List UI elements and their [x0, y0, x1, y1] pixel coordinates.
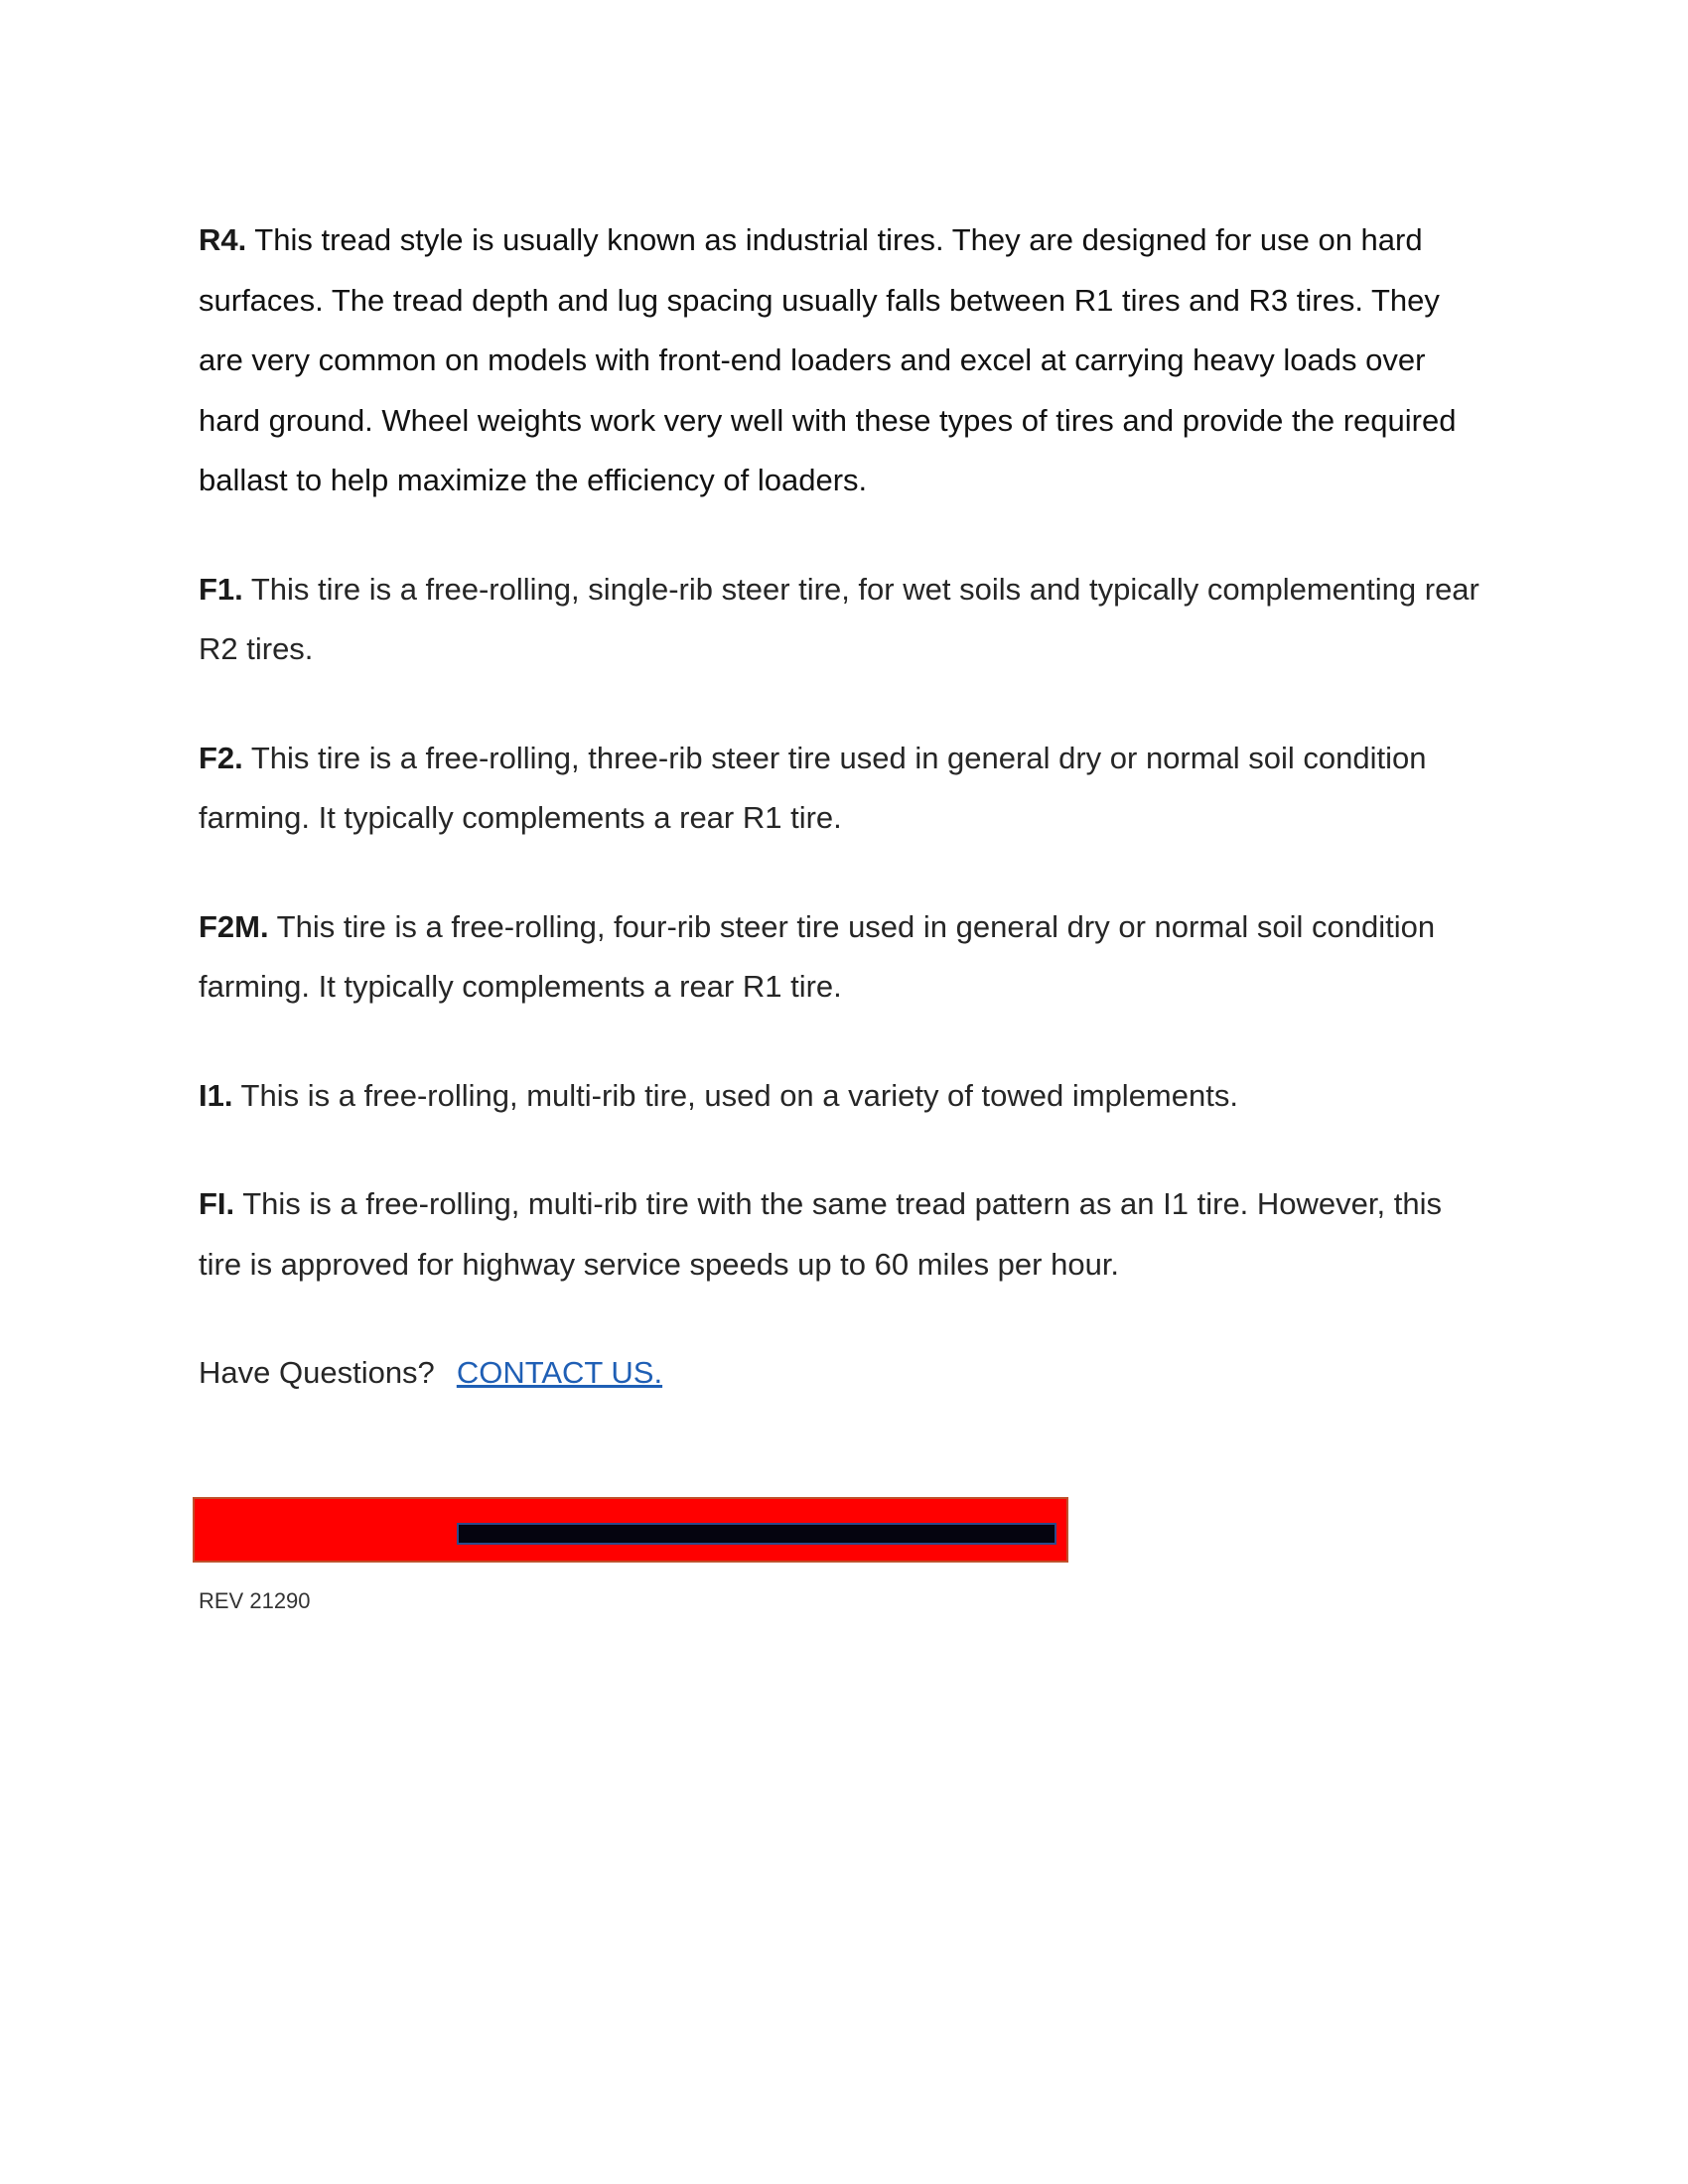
- section-code: F2M.: [199, 908, 269, 944]
- section-r4: [199, 210, 1489, 511]
- section-i1: [199, 1066, 1489, 1127]
- revision-label: REV 21290: [199, 1588, 311, 1613]
- banner-bar: [457, 1523, 1056, 1545]
- section-text: This tread style is usually known as industrial tires. They are designed for use on hard surfaces. The tread depth and lug spacing usually falls between R1 tires and R3 tires. They are very common on models with front-end loaders and excel at carrying heavy loads over hard ground. Wheel weights work very well with these types of tires and provide the required ballast to help maximize the efficiency of loaders.: [199, 222, 1457, 497]
- document-body: [199, 210, 1489, 1403]
- section-f1: [199, 560, 1489, 680]
- section-code: FI.: [199, 1186, 235, 1221]
- footer-banner: [193, 1497, 1068, 1563]
- section-f2: [199, 729, 1489, 849]
- section-fi: [199, 1174, 1489, 1295]
- section-text: This tire is a free-rolling, four-rib steer tire used in general dry or normal soil condition farming. It typically complements a rear R1 tire.: [199, 908, 1436, 1004]
- contact-us-link[interactable]: CONTACT US.: [456, 1355, 663, 1390]
- section-code: F1.: [199, 571, 243, 607]
- contact-prompt: Have Questions?: [199, 1355, 435, 1390]
- section-text: This tire is a free-rolling, single-rib steer tire, for wet soils and typically complementing rear R2 tires.: [199, 571, 1479, 666]
- section-f2m: [199, 897, 1489, 1018]
- section-code: R4.: [199, 222, 247, 257]
- section-text: This tire is a free-rolling, three-rib steer tire used in general dry or normal soil condition farming. It typically complements a rear R1 tire.: [199, 740, 1427, 835]
- section-code: I1.: [199, 1077, 233, 1113]
- section-code: F2.: [199, 740, 243, 775]
- section-text: This is a free-rolling, multi-rib tire, used on a variety of towed implements.: [232, 1077, 1238, 1113]
- section-text: This is a free-rolling, multi-rib tire with the same tread pattern as an I1 tire. However, this tire is approved for highway service speeds up to 60 miles per hour.: [199, 1186, 1442, 1282]
- contact-line: [199, 1343, 1489, 1403]
